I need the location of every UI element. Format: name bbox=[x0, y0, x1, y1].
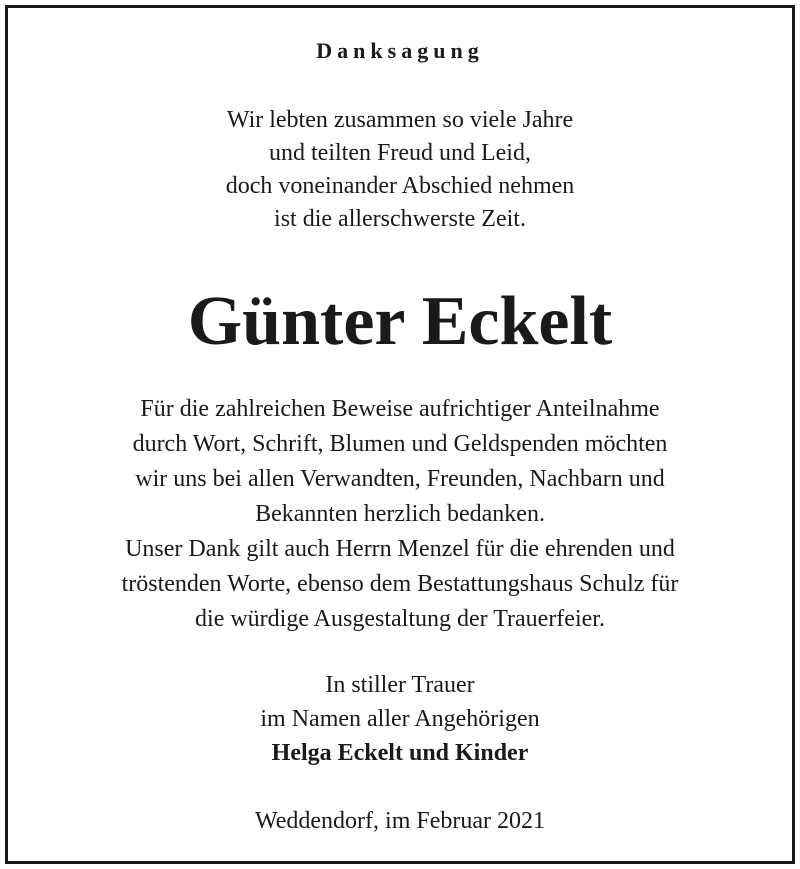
signers: Helga Eckelt und Kinder bbox=[271, 740, 529, 766]
thanks-line: tröstenden Worte, ebenso dem Bestattungshaus Schulz für bbox=[121, 571, 679, 597]
thanks-line: Unser Dank gilt auch Herrn Menzel für die ehrenden und bbox=[125, 536, 675, 562]
thanks-line: Bekannten herzlich bedanken. bbox=[255, 501, 545, 527]
notice-heading: Danksagung bbox=[316, 38, 484, 63]
deceased-name: Günter Eckelt bbox=[187, 283, 613, 360]
poem-line: Wir lebten zusammen so viele Jahre bbox=[226, 107, 574, 133]
thanks-line: durch Wort, Schrift, Blumen und Geldspenden möchten bbox=[132, 431, 668, 457]
thanks-line: wir uns bei allen Verwandten, Freunden, Nachbarn und bbox=[135, 466, 665, 492]
closing-line: In stiller Trauer bbox=[325, 672, 475, 698]
place-date: Weddendorf, im Februar 2021 bbox=[255, 808, 545, 834]
poem-line: und teilten Freud und Leid, bbox=[269, 140, 531, 166]
poem-line: ist die allerschwerste Zeit. bbox=[274, 206, 526, 232]
thanks-line: Für die zahlreichen Beweise aufrichtiger Anteilnahme bbox=[140, 396, 660, 422]
thanks-paragraph bbox=[8, 392, 792, 637]
poem-line: doch voneinander Abschied nehmen bbox=[225, 173, 575, 199]
memorial-poem bbox=[8, 104, 792, 236]
closing-block bbox=[8, 668, 792, 770]
notice-border bbox=[5, 5, 795, 864]
closing-line: im Namen aller Angehörigen bbox=[260, 706, 540, 732]
thanks-line: die würdige Ausgestaltung der Trauerfeier. bbox=[195, 606, 605, 632]
